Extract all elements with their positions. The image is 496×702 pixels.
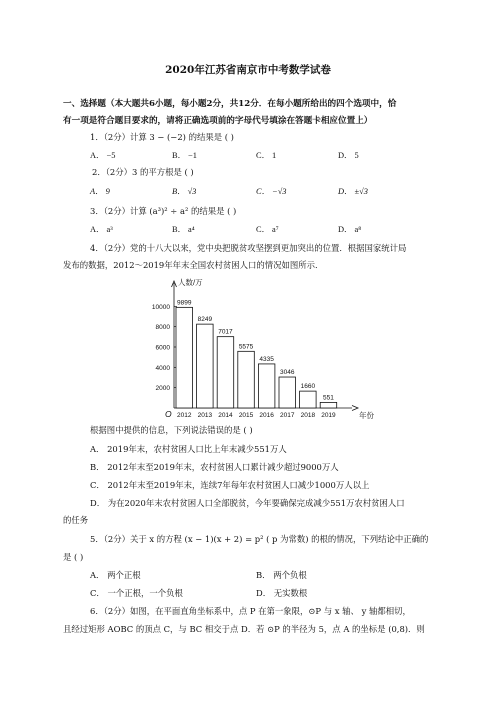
q4-option-a: A． 2019年末，农村贫困人口比上年末减少551万人 (90, 444, 287, 454)
y-tick-label: 2000 (155, 385, 170, 393)
page-title: 2020年江苏省南京市中考数学试卷 (165, 64, 331, 76)
q1-option-d: D． 5 (338, 151, 359, 160)
bar-value-label: 4335 (259, 355, 274, 363)
q4-after-chart: 根据图中提供的信息，下列说法错误的是 ( ) (90, 425, 253, 435)
bar-value-label: 9899 (177, 299, 192, 307)
x-tick-label: 2018 (300, 412, 316, 419)
q1-option-b: B． −1 (172, 151, 197, 160)
bar-2017 (279, 377, 296, 408)
y-tick-label: 10000 (151, 303, 170, 311)
q5-option-d: D． 无实数根 (256, 588, 308, 598)
q4-option-d-line2: 的任务 (63, 515, 89, 525)
poverty-bar-chart (140, 276, 380, 422)
q4-option-c: C． 2012年末至2019年末，连续7年每年农村贫困人口减少1000万人以上 (90, 480, 370, 490)
q5-option-c: C． 一个正根，一个负根 (90, 588, 183, 598)
bar-2019 (320, 402, 337, 408)
q5-stem-line2: 是 ( ) (63, 552, 84, 562)
q3-option-d: D． a⁸ (338, 225, 362, 234)
origin-label: O (165, 409, 172, 419)
bar-value-label: 1660 (300, 383, 316, 391)
q1-stem: 1．（2分）计算 3 − (−2) 的结果是 ( ) (90, 132, 234, 142)
y-tick-label: 4000 (155, 364, 170, 372)
bar-2014 (217, 337, 234, 408)
q6-stem-line1: 6．（2分）如图，在平面直角坐标系中，点 P 在第一象限，⊙P 与 x 轴、 y 轴都相切， (90, 606, 411, 616)
q4-stem-line1: 4．（2分）党的十八大以来，党中央把脱贫攻坚摆到更加突出的位置．根据国家统计局 (90, 243, 407, 253)
section-heading-line2: 有一项是符合题目要求的，请将正确选项前的字母代号填涂在答题卡相应位置上） (63, 116, 373, 126)
q2-option-b: B． √3 (172, 187, 197, 196)
q3-option-a: A． a³ (90, 225, 113, 234)
q4-option-b: B． 2012年末至2019年末，农村贫困人口累计减少超过9000万人 (90, 462, 339, 472)
y-axis-label: 人数/万 (178, 278, 203, 287)
q4-option-d-line1: D． 为在2020年末农村贫困人口全部脱贫，今年要确保完成减少551万农村贫困人口 (90, 498, 405, 508)
q2-option-c: C． −√3 (256, 187, 287, 196)
bar-value-label: 8249 (197, 316, 213, 324)
bar-value-label: 3046 (280, 369, 295, 377)
x-tick-label: 2016 (259, 412, 274, 419)
y-tick-label: 8000 (155, 324, 170, 332)
q5-option-b: B． 两个负根 (256, 570, 307, 580)
x-tick-label: 2015 (238, 412, 254, 419)
q5-option-a: A． 两个正根 (90, 570, 141, 580)
q1-option-a: A． −5 (90, 151, 116, 160)
section-heading-line1: 一、选择题（本大题共6小题，每小题2分，共12分．在每小题所给出的四个选项中，恰 (63, 99, 397, 109)
bar-2012 (176, 307, 193, 408)
x-tick-label: 2013 (197, 412, 213, 419)
q2-stem: 2．（2分）3 的平方根是 ( ) (92, 167, 194, 177)
q3-option-b: B． a⁴ (172, 225, 195, 234)
x-tick-label: 2019 (321, 412, 336, 419)
bar-2018 (300, 391, 317, 408)
bar-value-label: 7017 (218, 328, 233, 336)
bar-2015 (238, 351, 255, 408)
q2-option-a: A． 9 (90, 187, 110, 196)
bar-2013 (197, 324, 214, 408)
q6-stem-line2: 且经过矩形 AOBC 的顶点 C，与 BC 相交于点 D．若 ⊙P 的半径为 5，点 A 的坐标是 (0,8)．则 (63, 624, 425, 634)
q1-option-c: C． 1 (256, 151, 277, 160)
q3-option-c: C． a⁷ (256, 225, 279, 234)
x-tick-label: 2014 (218, 412, 233, 419)
x-axis-label: 年份 (359, 411, 374, 420)
x-tick-label: 2017 (280, 412, 295, 419)
q2-option-d: D． ±√3 (338, 187, 368, 196)
q5-stem-line1: 5．（2分）关于 x 的方程 (x − 1)(x + 2) = p² ( p 为常数) 的根的情况，下列结论中正确的 (90, 534, 429, 544)
bar-value-label: 5575 (238, 343, 254, 351)
x-axis-arrow (352, 406, 358, 411)
bar-value-label: 551 (323, 394, 334, 402)
bar-2016 (258, 364, 275, 408)
q3-stem: 3．（2分）计算 (a³)² ÷ a² 的结果是 ( ) (90, 206, 237, 216)
q4-stem-line2: 发布的数据，2012～2019年年末全国农村贫困人口的情况如图所示． (63, 260, 324, 270)
y-tick-label: 6000 (155, 344, 170, 352)
x-tick-label: 2012 (177, 412, 192, 419)
